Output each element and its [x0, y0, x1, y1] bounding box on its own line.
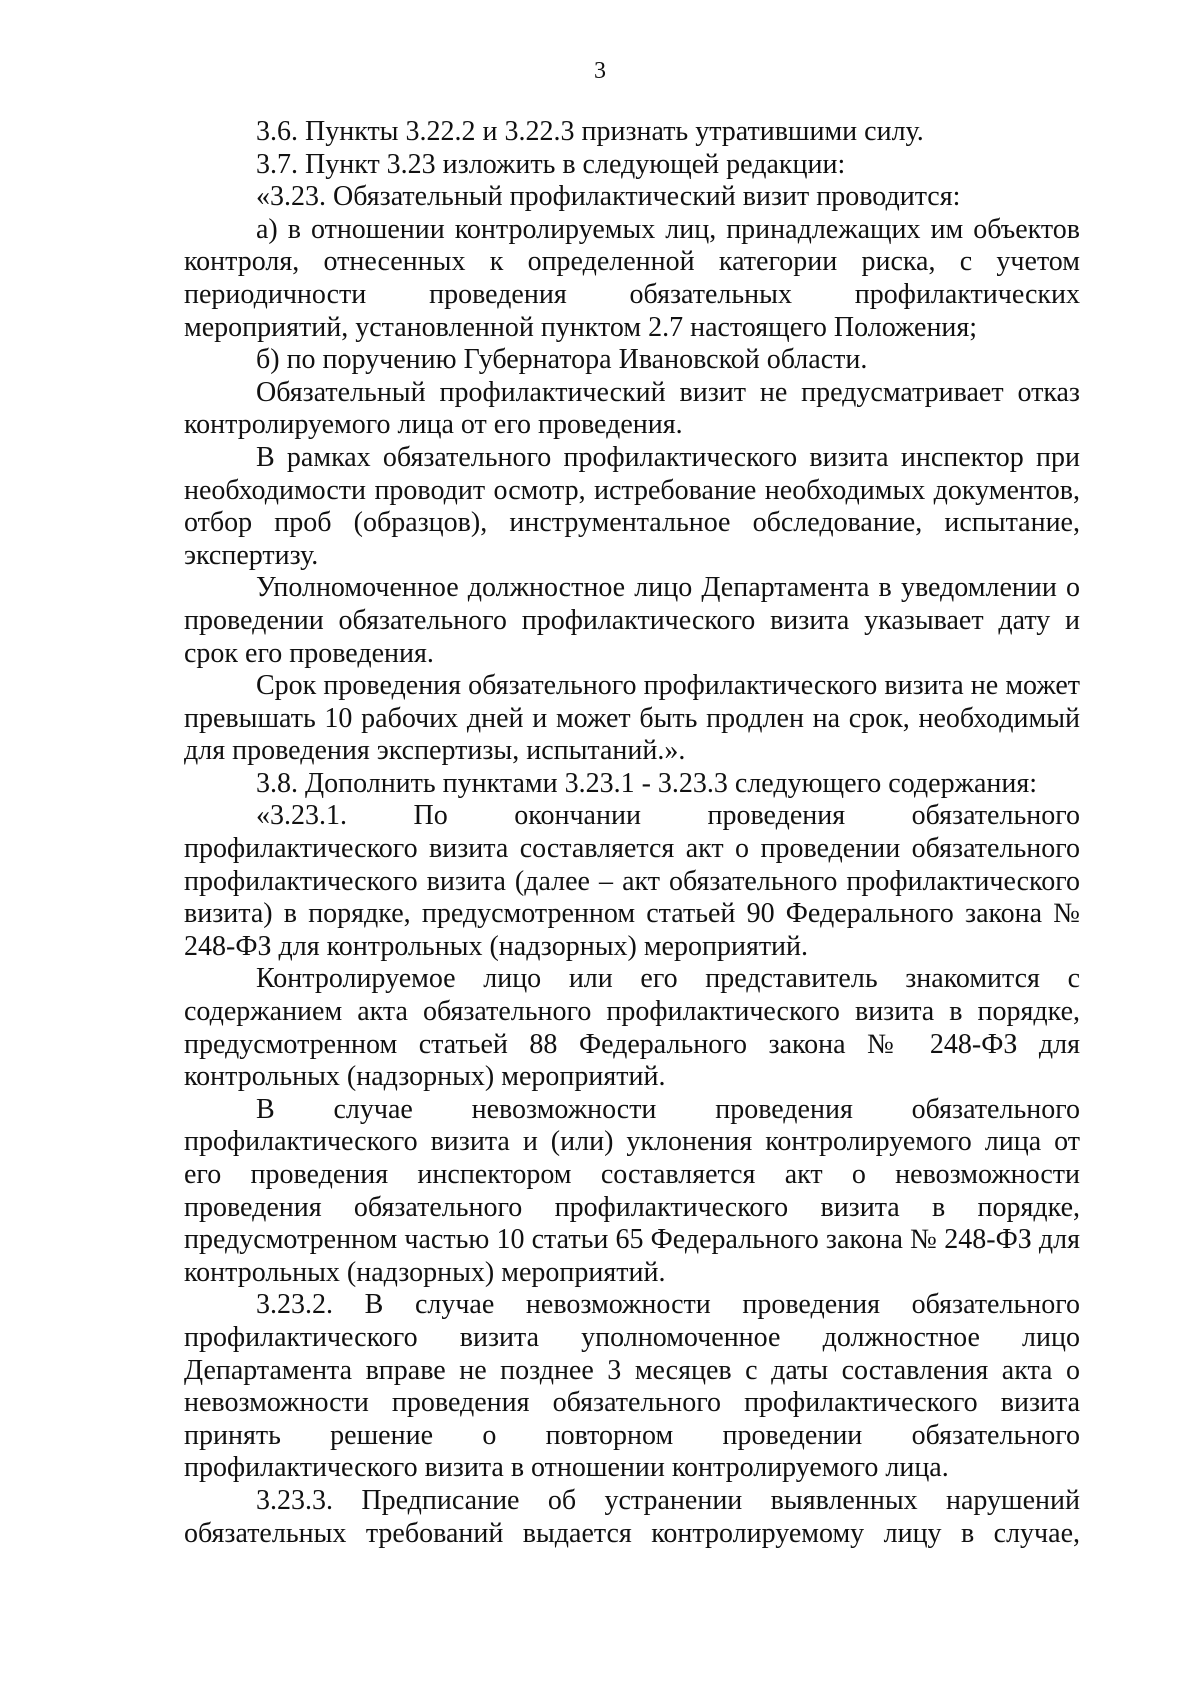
paragraph-notification: Уполномоченное должностное лицо Департамента в уведомлении о проведении обязательного профилактического визита указывает дату и срок его проведения.	[184, 572, 1080, 669]
paragraph-3-23: «3.23. Обязательный профилактический визит проводится:	[256, 181, 961, 213]
paragraph-visit-term: Срок проведения обязательного профилактического визита не может превышать 10 рабочих дней и может быть продлен на срок, необходимый для проведения экспертизы, испытаний.».	[184, 670, 1080, 767]
paragraph-item-a: а) в отношении контролируемых лиц, принадлежащих им объектов контроля, отнесенных к определенной категории риска, с учетом периодичности проведения обязательных профилактических мероприятий, установленной пунктом 2.7 настоящего Положения;	[184, 213, 1080, 343]
paragraph-act-familiarization: Контролируемое лицо или его представитель знакомится с содержанием акта обязательного профилактического визита в порядке, предусмотренном статьей 88 Федерального закона № 248-ФЗ для контрольных (надзорных) мероприятий.	[184, 963, 1080, 1093]
page-number: 3	[594, 58, 606, 84]
paragraph-3-7: 3.7. Пункт 3.23 изложить в следующей редакции:	[256, 148, 846, 180]
paragraph-3-23-1: «3.23.1. По окончании проведения обязательного профилактического визита составляется акт о проведении обязательного профилактического визита (далее – акт обязательного профилактического визита) в порядке, предусмотренном статьей 90 Федерального закона № 248-ФЗ для контрольных (надзорных) мероприятий.	[184, 800, 1080, 962]
paragraph-3-23-2: 3.23.2. В случае невозможности проведения обязательного профилактического визита уполномоченное должностное лицо Департамента вправе не позднее 3 месяцев с даты составления акта о невозможности проведения обязательного профилактического визита принять решение о повторном проведении обязательного профилактического визита в отношении контролируемого лица.	[184, 1289, 1080, 1484]
document-body	[184, 116, 1080, 1550]
paragraph-3-8: 3.8. Дополнить пунктами 3.23.1 - 3.23.3 следующего содержания:	[256, 767, 1037, 799]
paragraph-item-b: б) по поручению Губернатора Ивановской области.	[256, 344, 868, 376]
paragraph-no-refusal: Обязательный профилактический визит не предусматривает отказ контролируемого лица от его проведения.	[184, 376, 1080, 441]
paragraph-inspector-actions: В рамках обязательного профилактического визита инспектор при необходимости проводит осмотр, истребование необходимых документов, отбор проб (образцов), инструментальное обследование, испытание, экспертизу.	[184, 441, 1080, 571]
paragraph-3-23-3: 3.23.3. Предписание об устранении выявленных нарушений обязательных требований выдается контролируемому лицу в случае,	[184, 1484, 1080, 1549]
paragraph-impossibility-act: В случае невозможности проведения обязательного профилактического визита и (или) уклонения контролируемого лица от его проведения инспектором составляется акт о невозможности проведения обязательного профилактического визита в порядке, предусмотренном частью 10 статьи 65 Федерального закона № 248-ФЗ для контрольных (надзорных) мероприятий.	[184, 1093, 1080, 1288]
paragraph-3-6: 3.6. Пункты 3.22.2 и 3.22.3 признать утратившими силу.	[256, 116, 924, 147]
